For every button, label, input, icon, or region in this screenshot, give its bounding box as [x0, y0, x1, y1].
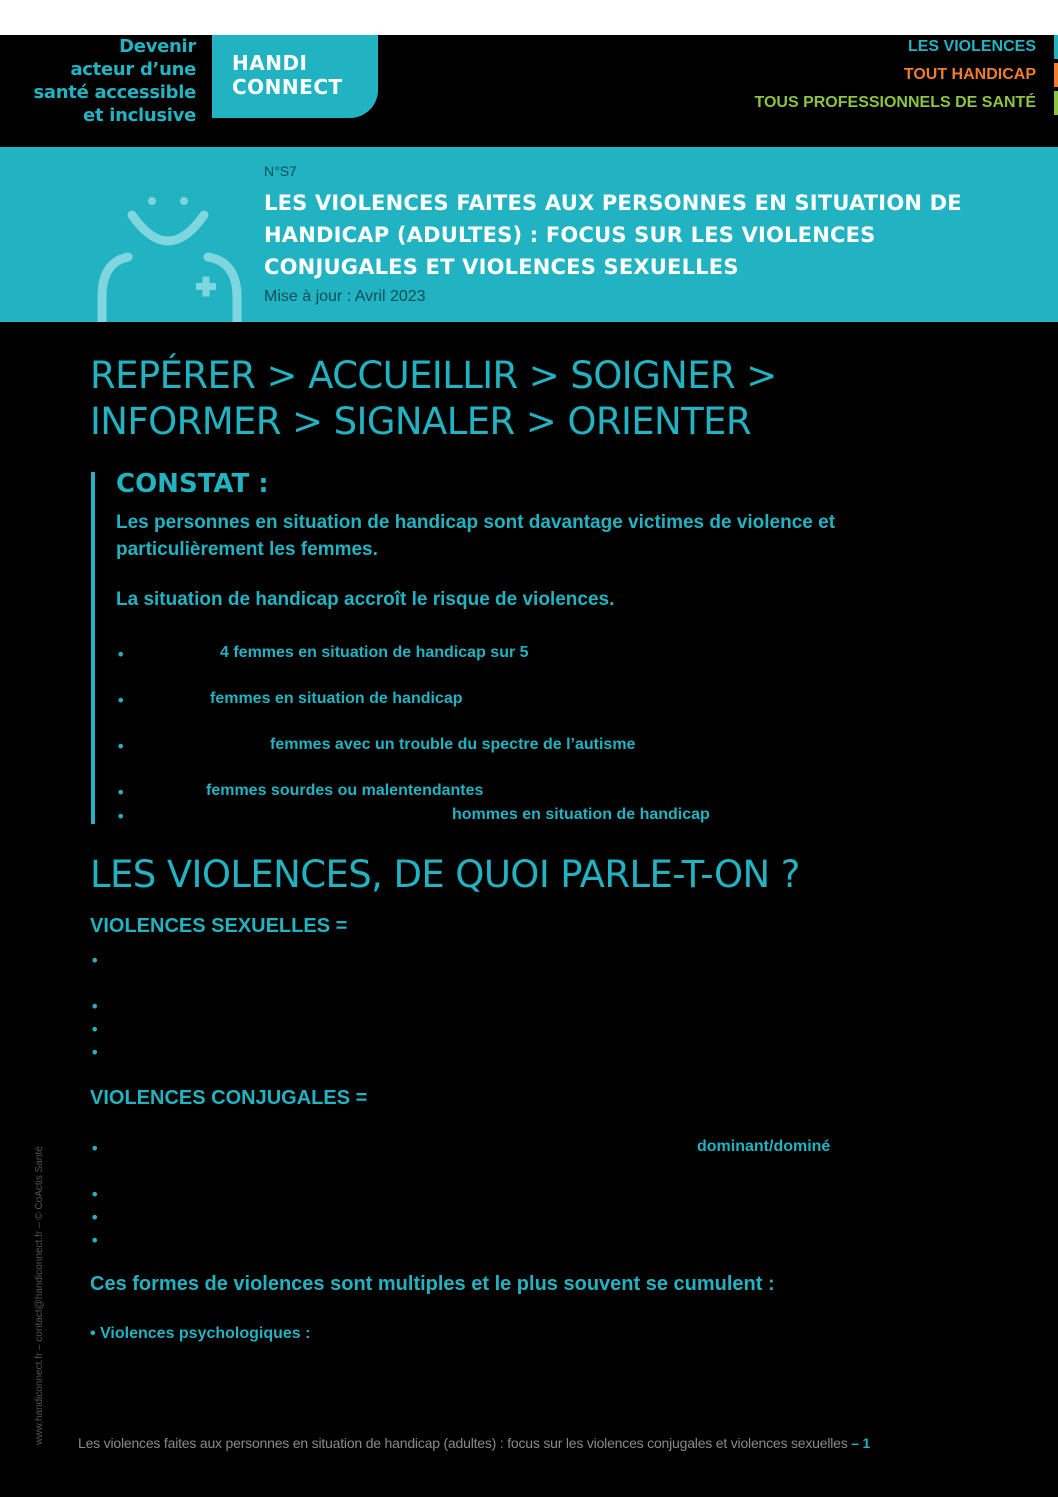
bullet-dot: •: [90, 1208, 100, 1227]
steps-line: INFORMER > SIGNALER > ORIENTER: [90, 400, 752, 443]
bullet-dot: •: [116, 807, 126, 826]
constat-bullet: 4 femmes en situation de handicap sur 5: [220, 644, 529, 661]
page-footer: [78, 1435, 870, 1451]
bullet-dot: •: [90, 1231, 100, 1250]
tagline-line: acteur d’une: [70, 59, 196, 80]
tag-bar: [1054, 91, 1058, 115]
logo-line: HANDI: [232, 51, 308, 75]
constat-title: CONSTAT :: [116, 469, 269, 499]
title-banner: [0, 147, 1058, 322]
handiconnect-logo: [212, 35, 378, 118]
constat-bullet: hommes en situation de handicap: [452, 806, 710, 823]
bullet-dot: •: [116, 645, 126, 664]
bullet-dot: •: [116, 783, 126, 802]
conjugales-fragment: dominant/dominé: [697, 1138, 831, 1155]
page-number: – 1: [851, 1435, 871, 1451]
bullet-dot: •: [90, 1139, 100, 1158]
violences-sexuelles-heading: VIOLENCES SEXUELLES =: [90, 915, 348, 937]
logo-line: CONNECT: [232, 75, 343, 99]
bullet-dot: •: [90, 1185, 100, 1204]
document-page: [0, 35, 1058, 1497]
constat-side-bar: [91, 472, 95, 824]
document-title: LES VIOLENCES FAITES AUX PERSONNES EN SITUATION DE HANDICAP (ADULTES) : FOCUS SUR LES VIOLENCES CONJUGALES ET VIOLENCES SEXUELLES: [264, 191, 962, 279]
document-ref: N°S7: [264, 163, 297, 179]
tagline-line: et inclusive: [83, 105, 196, 126]
violences-conjugales-heading: VIOLENCES CONJUGALES =: [90, 1087, 368, 1109]
tagline-line: santé accessible: [33, 82, 196, 103]
tagline-line: Devenir: [119, 36, 196, 57]
bullet-dot: •: [90, 951, 100, 970]
constat-bullet: femmes en situation de handicap: [210, 690, 463, 707]
bullet-dot: •: [116, 691, 126, 710]
side-credits: www.handiconnect.fr – contact@handiconnect.fr – © CoActis Santé: [34, 1146, 45, 1445]
steps-heading: [90, 353, 990, 445]
footer-text: Les violences faites aux personnes en situation de handicap (adultes) : focus sur les violences conjugales et violences sexuelles: [78, 1435, 848, 1451]
tag-professionnels: TOUS PROFESSIONNELS DE SANTÉ: [754, 93, 1036, 121]
tag-bar: [1054, 63, 1058, 87]
section-title: LES VIOLENCES, DE QUOI PARLE-T-ON ?: [90, 853, 800, 896]
steps-line: REPÉRER > ACCUEILLIR > SOIGNER >: [90, 354, 777, 397]
psychological-violence-item: • Violences psychologiques :: [90, 1325, 311, 1342]
constat-bullet: femmes avec un trouble du spectre de l’autisme: [270, 736, 636, 753]
cumul-text: Ces formes de violences sont multiples et le plus souvent se cumulent :: [90, 1273, 775, 1295]
update-date: Mise à jour : Avril 2023: [264, 288, 426, 305]
tag-handicap: TOUT HANDICAP: [754, 65, 1036, 93]
tag-violences: LES VIOLENCES: [754, 37, 1036, 65]
bullet-dot: •: [116, 737, 126, 756]
tagline: [0, 35, 196, 127]
smiling-caregiver-icon: [92, 167, 252, 322]
bullet-dot: •: [90, 997, 100, 1016]
constat-text: Les personnes en situation de handicap sont davantage victimes de violence et particulièrement les femmes.: [116, 512, 836, 560]
constat-bullet: femmes sourdes ou malentendantes: [206, 782, 484, 799]
tag-bar: [1054, 35, 1058, 59]
bullet-dot: •: [90, 1020, 100, 1039]
category-tags: [754, 37, 1036, 121]
constat-text-2: La situation de handicap accroît le risque de violences.: [116, 589, 615, 610]
bullet-dot: •: [90, 1043, 100, 1062]
